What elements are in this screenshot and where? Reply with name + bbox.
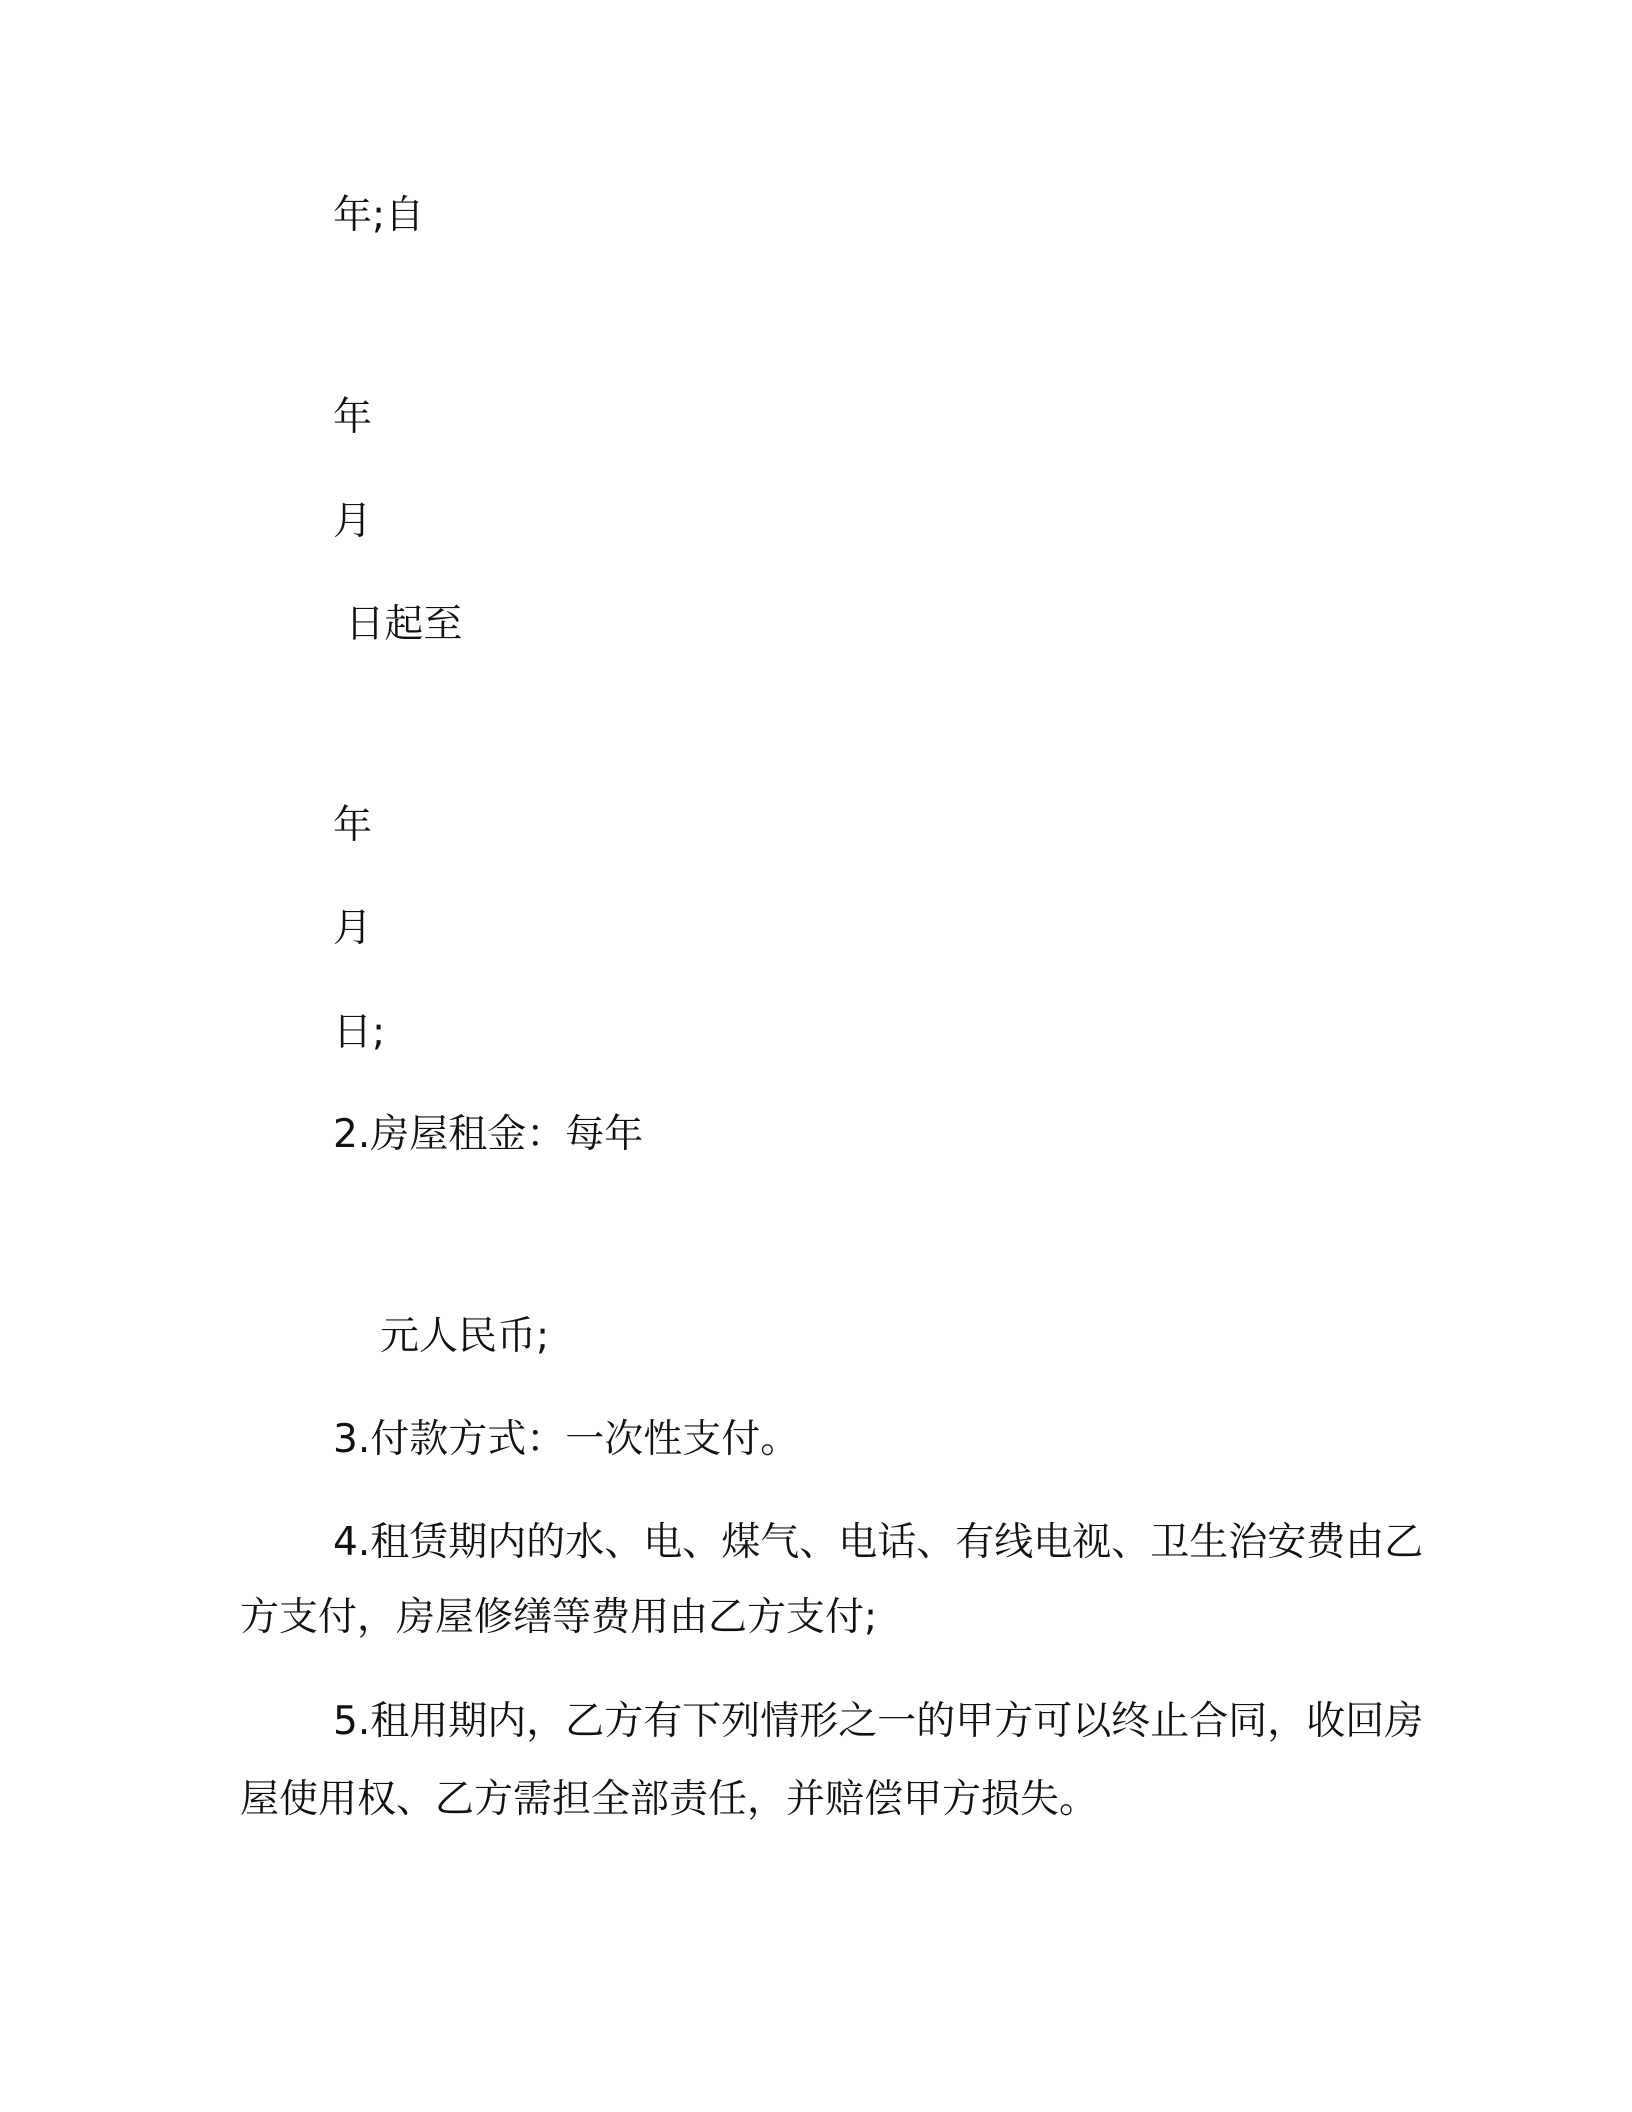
text-line-2: 年 [333,395,373,440]
text-line-14: 屋使用权、乙方需担全部责任，并赔偿甲方损失。 [240,1777,1099,1822]
text-line-6: 月 [333,906,373,951]
text-line-5: 年 [333,803,373,848]
text-line-7: 日; [333,1010,386,1055]
text-line-11: 4.租赁期内的水、电、煤气、电话、有线电视、卫生治安费由乙 [333,1520,1424,1565]
text-line-3: 月 [333,499,373,544]
text-line-10: 3.付款方式：一次性支付。 [333,1417,800,1462]
text-line-8: 2.房屋租金：每年 [333,1112,644,1157]
text-line-12: 方支付，房屋修缮等费用由乙方支付; [240,1595,878,1640]
text-line-13: 5.租用期内，乙方有下列情形之一的甲方可以终止合同，收回房 [333,1699,1424,1744]
text-line-9: 元人民币; [380,1314,550,1359]
text-line-4: 日起至 [333,602,463,647]
text-line-1: 年;自 [333,193,425,238]
